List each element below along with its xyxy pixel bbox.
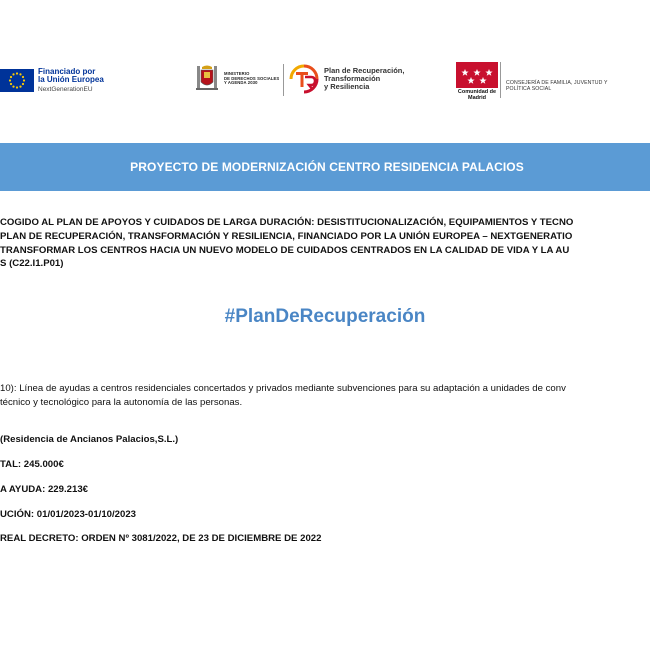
recovery-plan-mark-icon [289, 64, 321, 94]
recovery-plan-line-2: Transformación [324, 73, 381, 83]
eu-logo-line-2: la Unión Europea [38, 75, 104, 85]
consejeria-label [506, 80, 608, 92]
project-banner [0, 143, 650, 191]
aid-line-description [0, 382, 650, 410]
spain-crest-icon [194, 64, 220, 94]
madrid-name: Comunidad de Madrid [457, 89, 497, 101]
consejeria-line-1: CONSEJERÍA DE FAMILIA, JUVENTUD Y [506, 80, 608, 86]
logo-header [0, 58, 650, 102]
eu-logo-line-1: Financiado por [38, 67, 96, 76]
ministry-line-1: MINISTERIO [224, 70, 250, 76]
madrid-flag-icon [456, 62, 498, 88]
execution-period: UCIÓN: 01/01/2023-01/10/2023 [0, 509, 136, 520]
aid-line-description-line: 10): Línea de ayudas a centros residenciales concertados y privados mediante subvenciones para su adaptación a unidades de conv [0, 383, 566, 394]
aid-amount: A AYUDA: 229.213€ [0, 484, 88, 495]
program-description-line: PLAN DE RECUPERACIÓN, TRANSFORMACIÓN Y RESILIENCIA, FINANCIADO POR LA UNIÓN EUROPEA – NEXTGENERATIO [0, 230, 573, 242]
eu-funding-logo [0, 68, 104, 94]
consejeria-line-2: POLÍTICA SOCIAL [506, 86, 552, 93]
program-description [0, 216, 650, 271]
ministry-line-3: Y AGENDA 2030 [224, 80, 258, 86]
recovery-plan-line-3: y Resiliencia [324, 82, 370, 92]
program-description-line: S (C22.I1.P01) [0, 258, 64, 270]
program-description-line: COGIDO AL PLAN DE APOYOS Y CUIDADOS DE LARGA DURACIÓN: DESISTITUCIONALIZACIÓN, EQUIPAMIENTOS Y TECNO [0, 217, 574, 228]
project-title: PROYECTO DE MODERNIZACIÓN CENTRO RESIDENCIA PALACIOS [130, 160, 524, 174]
comunidad-madrid-logo [456, 62, 498, 101]
eu-logo-line-3: NextGenerationEU [38, 85, 93, 93]
program-description-line: TRANSFORMAR LOS CENTROS HACIA UN NUEVO MODELO DE CUIDADOS CENTRADOS EN LA CALIDAD DE VIDA Y LA AU [0, 244, 570, 256]
ministry-line-2: DE DERECHOS SOCIALES [224, 75, 280, 81]
beneficiary: (Residencia de Ancianos Palacios,S.L.) [0, 434, 179, 445]
ministry-logo [194, 64, 279, 94]
eu-flag-icon [0, 69, 34, 92]
recovery-plan-logo [289, 64, 404, 94]
hashtag: #PlanDeRecuperación [224, 306, 426, 327]
logo-divider [500, 62, 501, 98]
logo-divider [283, 64, 284, 96]
aid-line-description-line: técnico y tecnológico para la autonomía de las personas. [0, 396, 243, 408]
recovery-plan-line-1: Plan de Recuperación, [324, 65, 405, 75]
decree-reference: REAL DECRETO: ORDEN Nº 3081/2022, DE 23 DE DICIEMBRE DE 2022 [0, 533, 322, 544]
total-budget: TAL: 245.000€ [0, 459, 64, 470]
